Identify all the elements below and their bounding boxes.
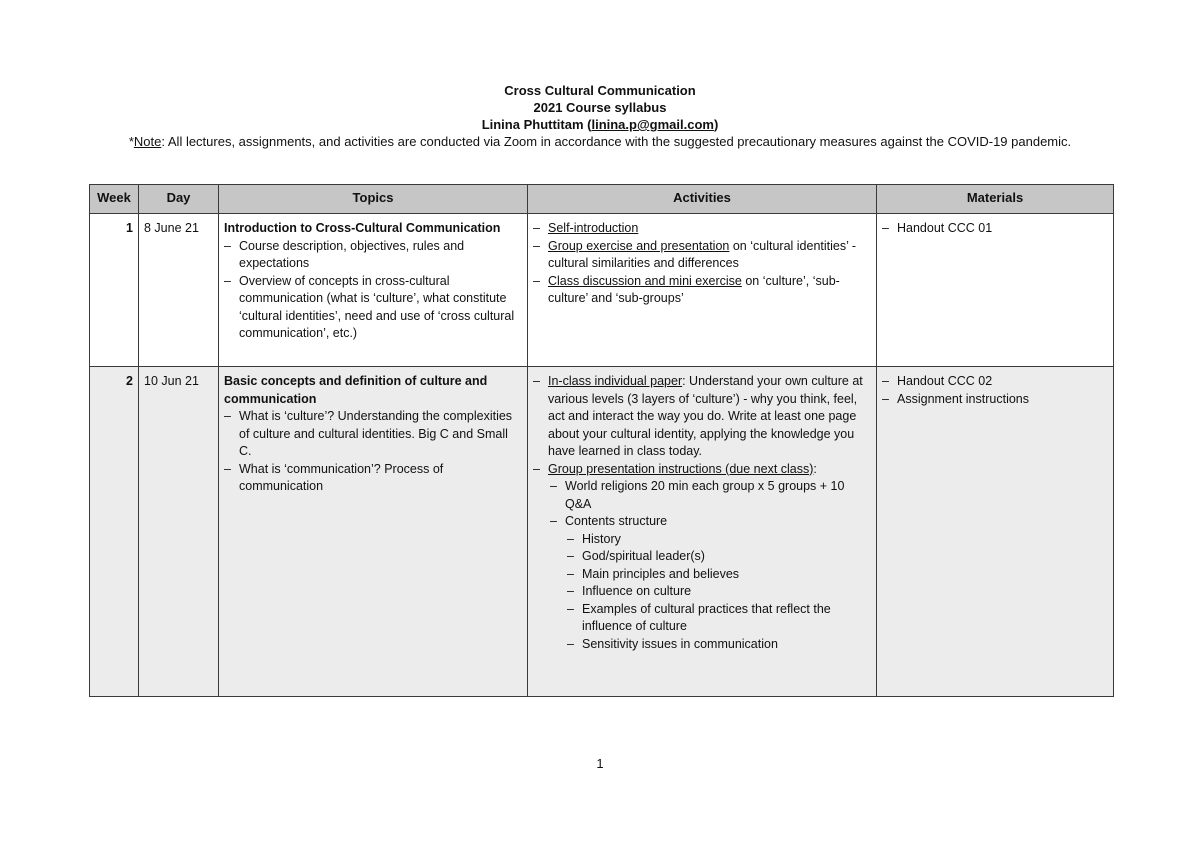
note-text: : All lectures, assignments, and activities are conducted via Zoom in accordance with the suggested precautionary measures against the COVID-19 pandemic. — [161, 134, 1072, 149]
instructor-line — [100, 116, 1100, 133]
activity-detail: : — [813, 461, 817, 476]
activity-name: Group exercise and presentation — [548, 238, 730, 253]
page-number: 1 — [596, 756, 604, 771]
week-number: 1 — [90, 214, 139, 367]
contents-item: – Sensitivity issues in communication — [567, 636, 871, 654]
table-row — [90, 367, 1114, 697]
instructor-close: ) — [713, 117, 719, 132]
document-header — [100, 82, 1100, 150]
topic-item: – Overview of concepts in cross-cultural communication (what is ‘culture’, what constitute ‘cultural identities’, need and use of ‘cross cultural communication’, etc.) — [224, 273, 522, 343]
column-header-day: Day — [139, 185, 219, 214]
topic-item: – Course description, objectives, rules and expectations — [224, 238, 522, 273]
column-header-week: Week — [90, 185, 139, 214]
material-item: – Handout CCC 02 — [882, 373, 1108, 391]
column-header-materials: Materials — [877, 185, 1114, 214]
sub-activity-item: – World religions 20 min each group x 5 groups + 10 Q&A — [550, 478, 871, 513]
material-item: – Handout CCC 01 — [882, 220, 1108, 238]
activity-item — [533, 220, 871, 238]
contents-item: – Examples of cultural practices that reflect the influence of culture — [567, 601, 871, 636]
instructor-email-link[interactable]: linina.p@gmail.com — [591, 117, 714, 132]
materials-cell — [877, 367, 1114, 697]
activity-detail: on ‘cultural identities’ - cultural similarities and differences — [548, 238, 857, 270]
activity-detail: on ‘culture’, ‘sub-culture’ and ‘sub-groups’ — [548, 273, 840, 305]
sub-activity-item — [550, 513, 871, 653]
material-item: – Assignment instructions — [882, 391, 1108, 409]
contents-structure-label: Contents structure — [565, 514, 668, 528]
topic-item: – What is ‘culture’? Understanding the complexities of culture and cultural identities. Big C and Small C. — [224, 408, 522, 461]
activities-cell — [528, 214, 877, 367]
activity-name: In-class individual paper — [548, 374, 683, 388]
table-header-row — [90, 185, 1114, 214]
activity-name: Group presentation instructions (due next class) — [548, 461, 814, 476]
activity-name: Self-introduction — [548, 221, 639, 235]
topic-title: Basic concepts and definition of culture and communication — [224, 374, 488, 406]
activity-item — [533, 273, 871, 308]
contents-item: – History — [567, 531, 871, 549]
contents-item: – Influence on culture — [567, 583, 871, 601]
topic-item: – What is ‘communication’? Process of communication — [224, 461, 522, 496]
note-star: * — [128, 134, 134, 149]
course-title: Cross Cultural Communication — [504, 83, 696, 98]
table-row — [90, 214, 1114, 367]
activities-cell — [528, 367, 877, 697]
week-number: 2 — [90, 367, 139, 697]
topic-title: Introduction to Cross-Cultural Communication — [224, 221, 501, 235]
materials-cell — [877, 214, 1114, 367]
topic-cell — [219, 367, 528, 697]
note-label: Note — [133, 134, 162, 149]
activity-detail: : Understand your own culture at various levels (3 layers of ‘culture’) - why you think, feel, act and interact the way you do. Write at least one page about your cultural identity, applying the knowledge you have learned in class today. — [548, 374, 863, 458]
activity-item — [533, 238, 871, 273]
contents-item: – Main principles and believes — [567, 566, 871, 584]
contents-item: – God/spiritual leader(s) — [567, 548, 871, 566]
activity-name: Class discussion and mini exercise — [548, 273, 742, 288]
activity-item — [533, 461, 871, 654]
syllabus-table — [89, 184, 1114, 697]
syllabus-subtitle: 2021 Course syllabus — [533, 100, 667, 115]
topic-cell — [219, 214, 528, 367]
column-header-topics: Topics — [219, 185, 528, 214]
session-day: 10 Jun 21 — [139, 367, 219, 697]
covid-note — [100, 133, 1100, 150]
instructor-name: Linina Phuttitam ( — [481, 117, 592, 132]
session-day: 8 June 21 — [139, 214, 219, 367]
column-header-activities: Activities — [528, 185, 877, 214]
activity-item — [533, 373, 871, 461]
